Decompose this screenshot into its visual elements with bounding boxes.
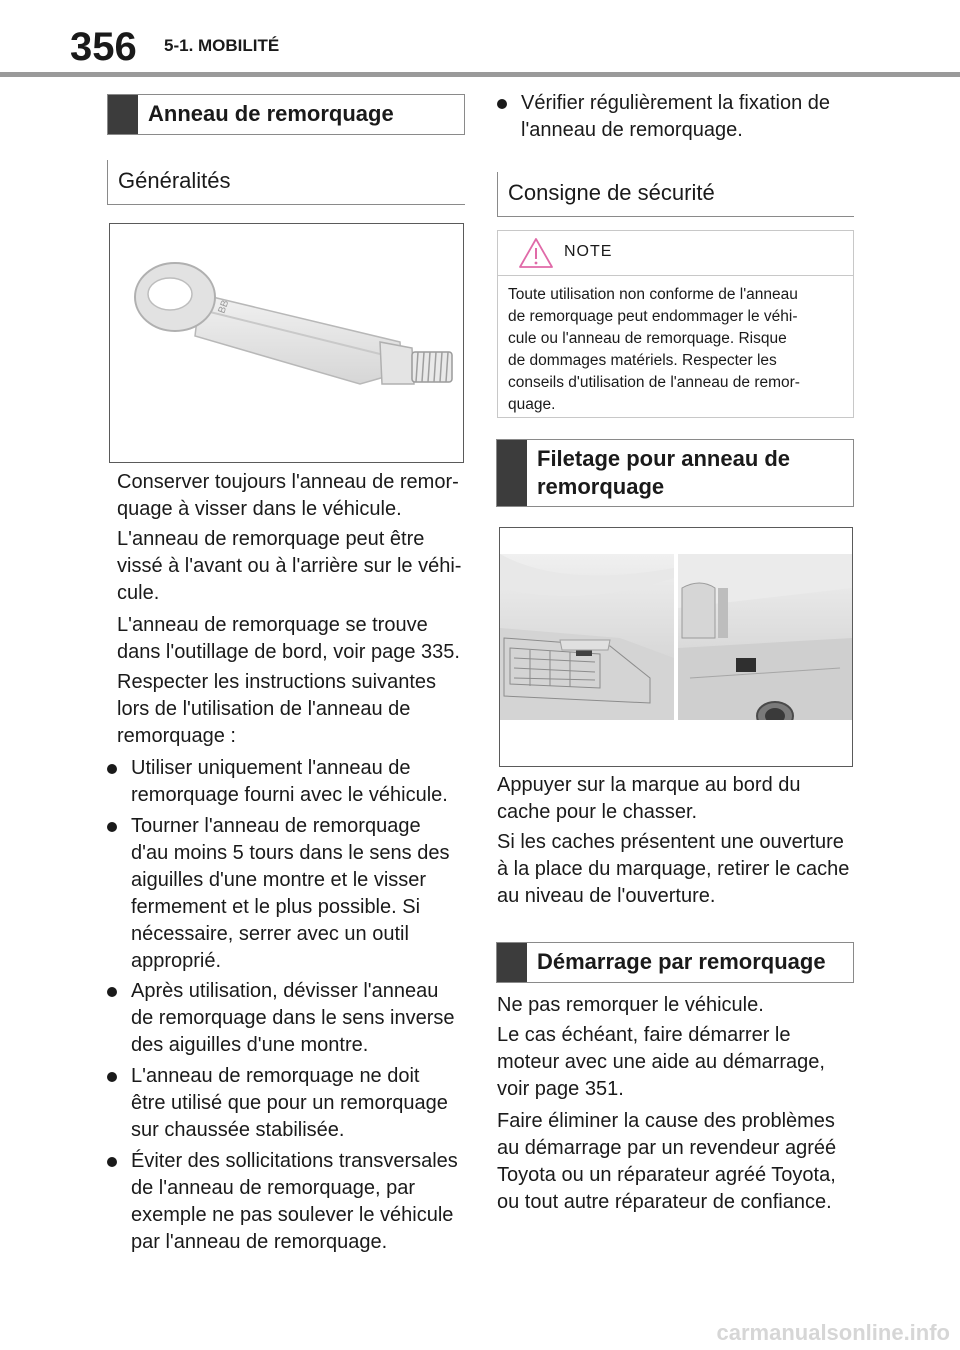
text-line: ou tout autre réparateur de confiance. (497, 1191, 832, 1213)
text-line: moteur avec une aide au démarrage, (497, 1051, 825, 1073)
bullet-item (497, 90, 857, 144)
text-line: L'anneau de remorquage peut être (117, 528, 425, 550)
text-line: Respecter les instructions suivantes (117, 671, 437, 693)
text-line: remorquage fourni avec le véhicule. (131, 784, 448, 806)
header-rule (0, 72, 960, 77)
heading-tow-start (496, 942, 854, 983)
page-number: 356 (70, 25, 137, 69)
paragraph-instructions (117, 669, 467, 750)
text-line: conseils d'utilisation de l'anneau de remor- (508, 374, 800, 391)
text-line: L'anneau de remorquage ne doit (131, 1065, 420, 1087)
text-line: sur chaussée stabilisée. (131, 1119, 345, 1141)
heading-tow-eye (107, 94, 465, 135)
text-line: remorquage (537, 474, 665, 499)
text-line: fermement et le plus possible. Si (131, 896, 421, 918)
bullet-item (107, 755, 467, 809)
paragraph-location (117, 612, 467, 666)
text-line: de l'anneau de remorquage, par (131, 1177, 416, 1199)
bullet-dot (107, 1157, 117, 1167)
text-line: au niveau de l'ouverture. (497, 885, 716, 907)
heading-thread (496, 439, 854, 507)
bullet-dot (497, 99, 507, 109)
text-line: approprié. (131, 950, 222, 972)
section-title: 5-1. MOBILITÉ (164, 36, 280, 55)
text-line: voir page 351. (497, 1078, 624, 1100)
text-line: de remorquage dans le sens inverse (131, 1007, 455, 1029)
text-line: cache pour le chasser. (497, 801, 698, 823)
bullet-item (107, 1148, 467, 1256)
text-line: Vérifier régulièrement la fixation de (521, 92, 831, 114)
text-line: aiguilles d'une montre et le visser (131, 869, 427, 891)
warning-icon (518, 237, 554, 269)
paragraph-keep (117, 469, 467, 523)
paragraph-jump-start (497, 1022, 857, 1103)
bullet-dot (107, 822, 117, 832)
text-line: Faire éliminer la cause des problèmes (497, 1110, 835, 1132)
text-line: exemple ne pas soulever le véhicule (131, 1204, 454, 1226)
text-line: dans l'outillage de bord, voir page 335. (117, 641, 460, 663)
text-line: lors de l'utilisation de l'anneau de (117, 698, 411, 720)
text-line: quage. (508, 396, 556, 413)
heading-text: Anneau de remorquage (148, 101, 394, 126)
text-line: Filetage pour anneau de (537, 446, 791, 471)
paragraph-repair (497, 1108, 857, 1216)
text-line: des aiguilles d'une montre. (131, 1034, 369, 1056)
text-line: vissé à l'avant ou à l'arrière sur le véhi- (117, 555, 462, 577)
text-line: Tourner l'anneau de remorquage (131, 815, 421, 837)
text-line: être utilisé que pour un remorquage (131, 1092, 448, 1114)
text-line: par l'anneau de remorquage. (131, 1231, 388, 1253)
tow-eye-marking: BB (216, 298, 232, 316)
paragraph-no-tow (497, 992, 857, 1019)
text-line: Ne pas remorquer le véhicule. (497, 994, 764, 1016)
text-line: de remorquage peut endommager le véhi- (508, 308, 798, 325)
text-line: Éviter des sollicitations transversales (131, 1150, 458, 1172)
text-line: Le cas échéant, faire démarrer le (497, 1024, 791, 1046)
text-line: Après utilisation, dévisser l'anneau (131, 980, 439, 1002)
text-line: Appuyer sur la marque au bord du (497, 774, 801, 796)
note-box (497, 230, 854, 418)
figure-tow-eye (109, 223, 464, 463)
note-label: NOTE (564, 243, 613, 260)
heading-bar (108, 95, 138, 134)
paragraph-screw (117, 526, 467, 607)
subheading-rule (107, 204, 465, 205)
bullet-item (107, 1063, 467, 1144)
text-line: au démarrage par un revendeur agréé (497, 1137, 837, 1159)
text-line: cule. (117, 582, 160, 604)
paragraph-press-mark (497, 772, 857, 826)
bumper-illustration (500, 528, 852, 766)
bullet-dot (107, 987, 117, 997)
note-header (498, 231, 853, 276)
text-line: nécessaire, serrer avec un outil (131, 923, 409, 945)
text-line: Toyota ou un réparateur agréé Toyota, (497, 1164, 836, 1186)
text-line: quage à visser dans le véhicule. (117, 498, 402, 520)
heading-bar (497, 943, 527, 982)
bullet-item (107, 813, 467, 975)
text-line: à la place du marquage, retirer le cache (497, 858, 850, 880)
tow-eye-illustration (110, 224, 463, 462)
bullet-dot (107, 764, 117, 774)
subheading-general: Généralités (107, 160, 231, 204)
subheading-rule (497, 216, 854, 217)
subheading-safety: Consigne de sécurité (497, 172, 715, 216)
figure-bumper-covers (499, 527, 853, 767)
text-line: Toute utilisation non conforme de l'anneau (508, 286, 798, 303)
text-line: Utiliser uniquement l'anneau de (131, 757, 411, 779)
heading-text: Démarrage par remorquage (537, 949, 826, 974)
text-line: remorquage : (117, 725, 236, 747)
text-line: l'anneau de remorquage. (521, 119, 743, 141)
heading-text (527, 440, 800, 506)
text-line: de dommages matériels. Respecter les (508, 352, 777, 369)
text-line: Conserver toujours l'anneau de remor- (117, 471, 459, 493)
text-line: Si les caches présentent une ouverture (497, 831, 844, 853)
text-line: d'au moins 5 tours dans le sens des (131, 842, 450, 864)
bullet-dot (107, 1072, 117, 1082)
watermark: carmanualsonline.info (716, 1320, 950, 1345)
text-line: cule ou l'anneau de remorquage. Risque (508, 330, 787, 347)
paragraph-opening (497, 829, 857, 910)
bullet-item (107, 978, 467, 1059)
text-line: L'anneau de remorquage se trouve (117, 614, 428, 636)
heading-bar (497, 440, 527, 506)
note-text (498, 276, 853, 424)
